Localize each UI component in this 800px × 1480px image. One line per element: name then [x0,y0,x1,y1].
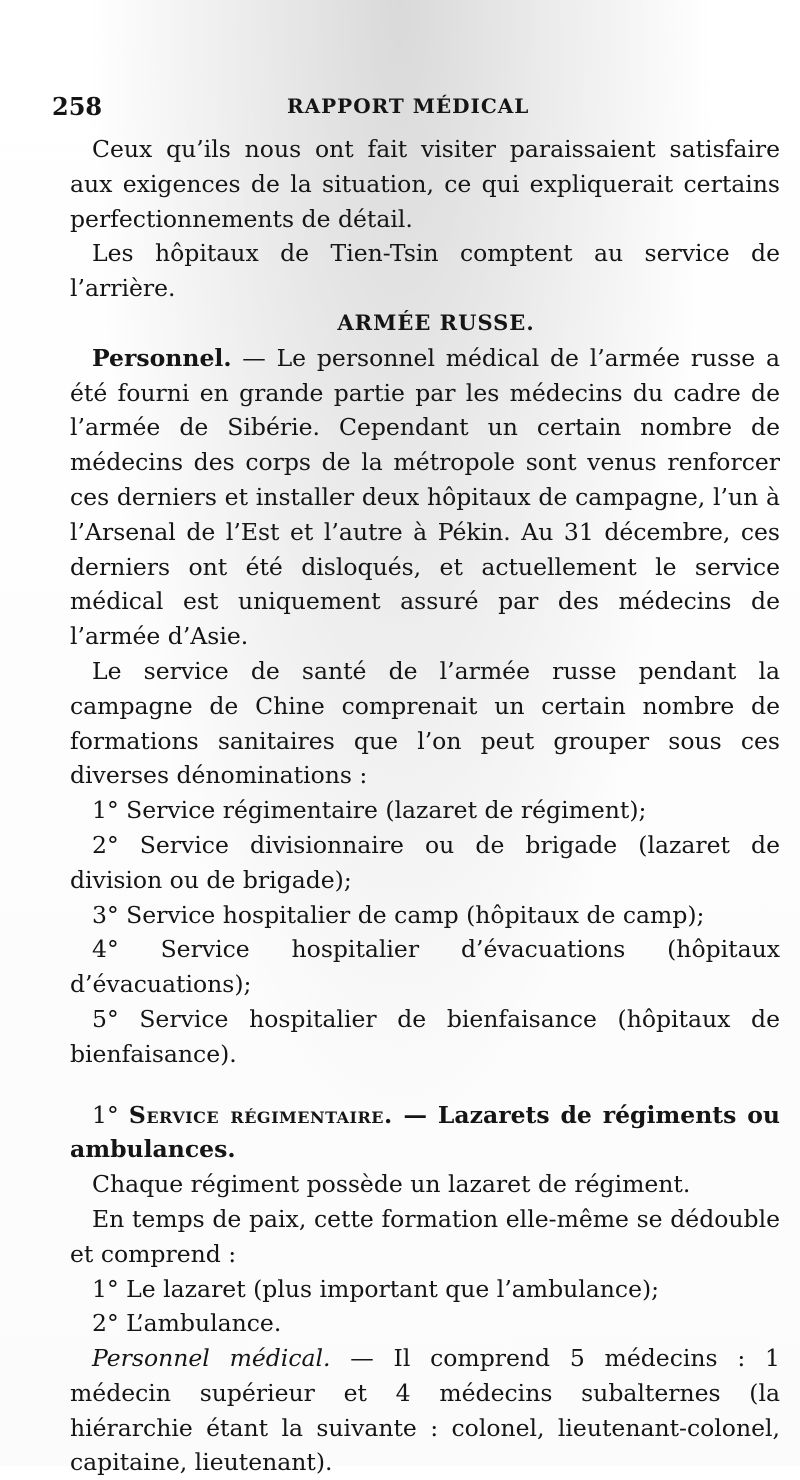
medical-personnel-label: Personnel médical. [92,1344,331,1373]
list-item: 2° Service divisionnaire ou de brigade (lazaret de division ou de brigade); [70,830,780,894]
subsection-title-rest: — Lazarets de régiments ou ambulances. [70,1100,780,1164]
list-item: 1° Service régimentaire (lazaret de régiment); [92,796,647,825]
page-number: 258 [52,92,103,121]
formations-paragraph: Le service de santé de l’armée russe pendant la campagne de Chine comprenait un certain nombre de formations sanitaires que l’on peut grouper sous ces diverses dénominations : [70,656,780,790]
personnel-paragraph [70,341,780,654]
intro-paragraph-1: Ceux qu’ils nous ont fait visiter paraissaient satisfaire aux exigences de la situation, ce qui expliquerait certains perfectionnements de détail. [70,135,780,233]
intro-paragraph-2: Les hôpitaux de Tien-Tsin comptent au service de l’arrière. [70,239,780,303]
medical-personnel-text: — Il comprend 5 médecins : 1 médecin supérieur et 4 médecins subalternes (la hiérarchie étant la suivante : colonel, lieutenant-colonel, capitaine, lieutenant). [70,1344,780,1477]
list-item: 5° Service hospitalier de bienfaisance (hôpitaux de bienfaisance). [70,1004,780,1068]
spacer [70,1072,780,1098]
page-header [52,92,750,122]
personnel-text: — Le personnel médical de l’armée russe a été fourni en grande partie par les médecins du cadre de l’armée de Sibérie. Cependant un certain nombre de médecins des corps de la métropole sont venus renforcer ces derniers et installer deux hôpitaux de campagne, l’un à l’Arsenal de l’Est et l’autre à Pékin. Au 31 décembre, ces derniers ont été disloqués, et actuellement le service médical est uniquement assuré par des médecins de l’armée d’Asie. [70,343,780,651]
list-item: 2° L’ambulance. [92,1309,282,1338]
list-item: 4° Service hospitalier d’évacuations (hôpitaux d’évacuations); [70,935,780,999]
subsection-title: Service régimentaire. [128,1100,393,1129]
subsection-number: 1° [92,1100,119,1129]
peace-paragraph: En temps de paix, cette formation elle-même se dédouble et comprend : [70,1204,780,1268]
personnel-label: Personnel. [92,343,232,372]
running-head: RAPPORT MÉDICAL [287,94,530,118]
page-body [70,132,780,1480]
medical-personnel-paragraph [70,1341,780,1480]
section-heading: ARMÉE RUSSE. [337,309,535,335]
list-item: 1° Le lazaret (plus important que l’ambulance); [92,1274,660,1303]
subsection-heading [70,1098,780,1168]
list-item: 3° Service hospitalier de camp (hôpitaux de camp); [92,900,705,929]
regiment-paragraph: Chaque régiment possède un lazaret de régiment. [92,1170,691,1199]
